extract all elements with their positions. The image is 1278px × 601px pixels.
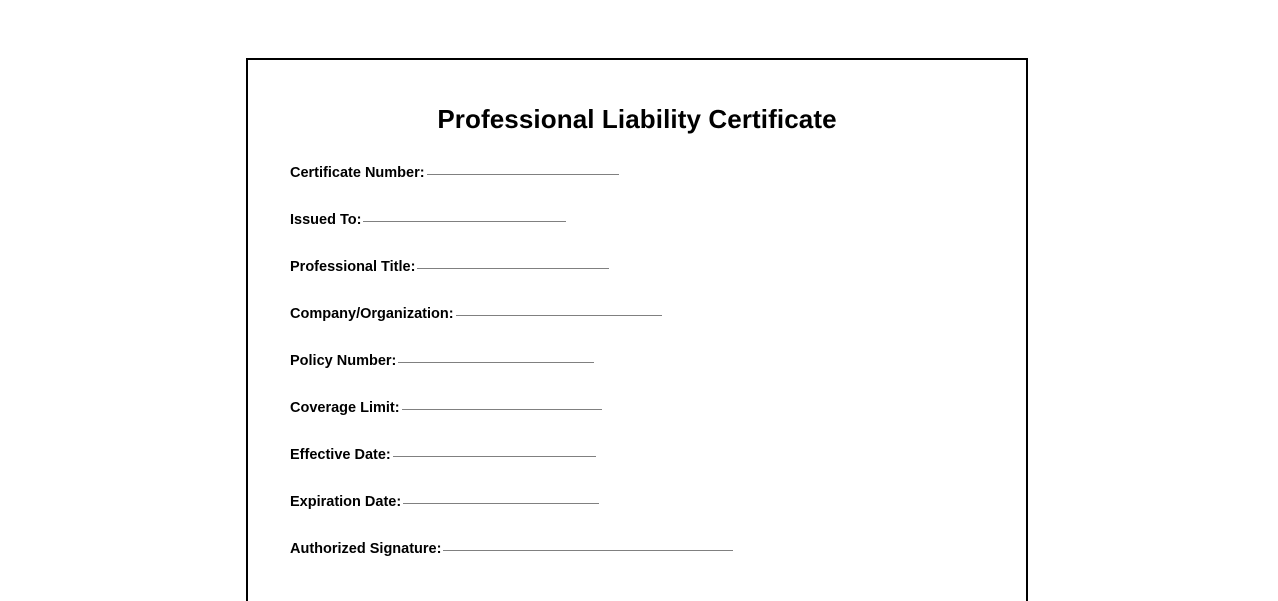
certificate-document bbox=[246, 58, 1028, 601]
field-row-expiration-date bbox=[290, 494, 986, 541]
field-label-certificate-number: Certificate Number: bbox=[290, 165, 425, 181]
field-input-coverage-limit[interactable] bbox=[402, 409, 602, 410]
field-label-professional-title: Professional Title: bbox=[290, 259, 416, 275]
field-row-coverage-limit bbox=[290, 400, 986, 447]
field-input-authorized-signature[interactable] bbox=[443, 550, 733, 551]
field-row-certificate-number bbox=[290, 165, 986, 212]
field-label-coverage-limit: Coverage Limit: bbox=[290, 400, 400, 416]
field-input-issued-to[interactable] bbox=[363, 221, 566, 222]
field-row-professional-title bbox=[290, 259, 986, 306]
field-label-expiration-date: Expiration Date: bbox=[290, 494, 402, 510]
field-row-company-organization bbox=[290, 306, 986, 353]
field-row-authorized-signature bbox=[290, 541, 986, 588]
field-input-expiration-date[interactable] bbox=[403, 503, 599, 504]
certificate-fields bbox=[248, 165, 1026, 588]
field-input-policy-number[interactable] bbox=[398, 362, 594, 363]
field-input-company-organization[interactable] bbox=[456, 315, 662, 316]
field-label-company-organization: Company/Organization: bbox=[290, 306, 454, 322]
field-label-issued-to: Issued To: bbox=[290, 212, 362, 228]
field-row-effective-date bbox=[290, 447, 986, 494]
field-label-authorized-signature: Authorized Signature: bbox=[290, 541, 442, 557]
field-input-professional-title[interactable] bbox=[417, 268, 609, 269]
page-title: Professional Liability Certificate bbox=[437, 104, 837, 134]
field-input-certificate-number[interactable] bbox=[427, 174, 619, 175]
field-label-effective-date: Effective Date: bbox=[290, 447, 391, 463]
field-label-policy-number: Policy Number: bbox=[290, 353, 397, 369]
field-input-effective-date[interactable] bbox=[393, 456, 596, 457]
field-row-issued-to bbox=[290, 212, 986, 259]
field-row-policy-number bbox=[290, 353, 986, 400]
